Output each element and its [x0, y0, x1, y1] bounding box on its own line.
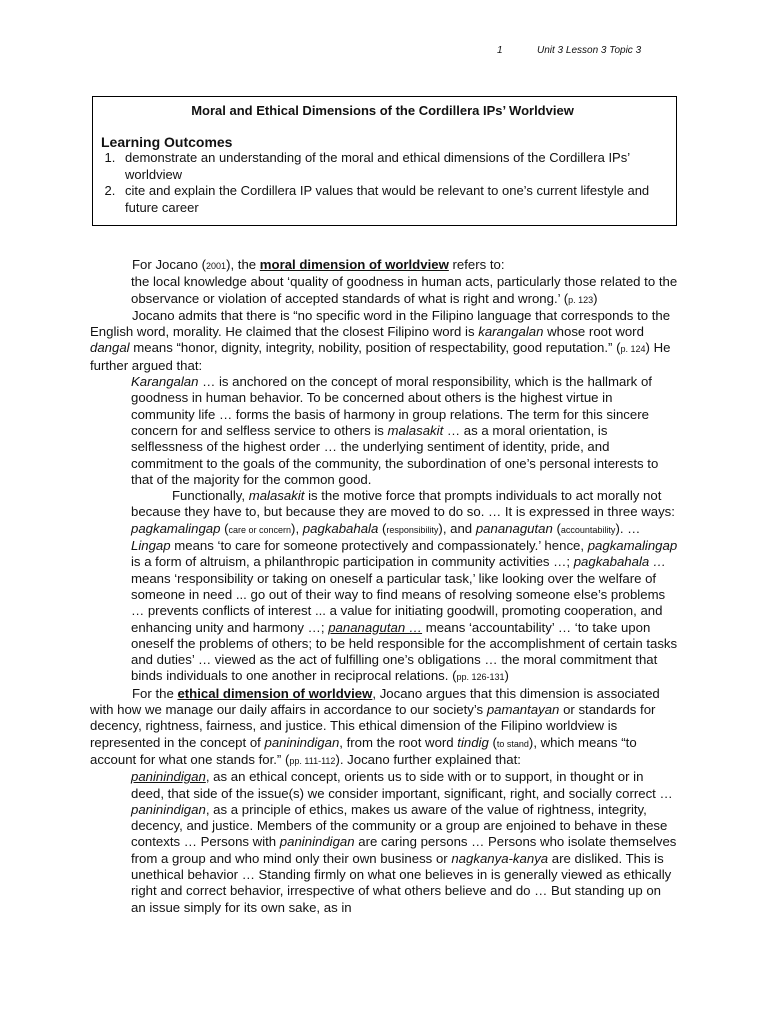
learning-outcomes-box: [92, 96, 677, 226]
paragraph-ethical-dimension: For the ethical dimension of worldview, Jocano argues that this dimension is associated with how we manage our daily affairs in accordance to our society’s pamantayan or standards for decency, rightness, fairness, and justice. This ethical dimension of the Filipino worldview is represented in the concept of paninindigan, from the root word tindig (to stand), which means “to account for what one stands for.” (pp. 111-112). Jocano further explained that:: [90, 685, 660, 767]
paragraph-moral-intro: For Jocano (2001), the moral dimension of worldview refers to:: [132, 257, 505, 272]
learning-outcomes-heading: Learning Outcomes: [101, 133, 233, 150]
quote-malasakit: Functionally, malasakit is the motive force that prompts individuals to act morally not because they have to, but because they are moved to do so. … It is expressed in three ways: pagkamalingap (care or concern), pagkabahala (responsibility), and pananagutan (accountability). … Lingap means ‘to care for someone protectively and compassionately.’ hence, pagkamalingap is a form of altruism, a philanthropic participation in community activities …; pagkabahala … means ‘responsibility or taking on oneself a particular task,’ like looking over the welfare of someone in need ... go out of their way to find means of resolving someone else’s problems … prevents conflicts of interest ... a value for initiating goodwill, promoting cooperation, and enhancing unity and harmony …; pananagutan … means ‘accountability’ … ‘to take upon oneself the problems of others; to be held responsible for the accomplishment of certain tasks and duties’ … viewed as the act of fulfilling one’s obligations … the moral commitment that binds individuals to one another in reciprocal relations. (pp. 126-131): [131, 488, 678, 684]
quote-local-knowledge: the local knowledge about ‘quality of goodness in human acts, particularly those related to the observance or violation of accepted standards of what is right and wrong.’ (p. 123): [131, 274, 678, 306]
learning-outcome-1: 1. demonstrate an understanding of the moral and ethical dimensions of the Cordillera IPs’ worldview: [119, 150, 664, 183]
body-text: [90, 257, 678, 916]
page-number: 1: [497, 45, 503, 56]
learning-outcomes-list: [101, 150, 664, 216]
term-ethical-dimension: ethical dimension of worldview: [177, 685, 373, 701]
quote-karangalan: Karangalan … is anchored on the concept of moral responsibility, which is the hallmark of goodness in human behavior. To be concerned about others is the highest virtue in community life … forms the basis of harmony in group relations. The term for this sincere concern for and selfless service to others is malasakit … as a moral orientation, is selflessness of the highest order … the underlying sentiment of identity, pride, and commitment to the goals of the community, the subordination of one’s personal interests to that of the majority for the common good.: [131, 374, 659, 487]
quote-paninindigan: paninindigan, as an ethical concept, orients us to side with or to support, in thought or in deed, that side of the issue(s) we consider important, significant, right, and socially correct … paninindigan, as a principle of ethics, makes us aware of the value of rightness, integrity, decency, and justice. Members of the community or a group are enjoined to behave in these contexts … Persons with paninindigan are caring persons … Persons who isolate themselves from a group and who mind only their own business or nagkanya-kanya are disliked. This is unethical behavior … Standing firmly on what one believes in is generally viewed as ethically right and correct behavior, irrespective of what others believe and do … But standing up on an issue simply for its own sake, as in: [131, 769, 677, 915]
learning-outcome-2: 2. cite and explain the Cordillera IP values that would be relevant to one’s current lifestyle and future career: [119, 183, 664, 216]
paragraph-karangalan: Jocano admits that there is “no specific word in the Filipino language that corresponds to the English word, morality. He claimed that the closest Filipino word is karangalan whose root word dangal means “honor, dignity, integrity, nobility, position of respectability, good reputation.” (p. 124) He further argued that:: [90, 307, 671, 373]
document-title: Moral and Ethical Dimensions of the Cordillera IPs’ Worldview: [191, 103, 574, 118]
lesson-reference: Unit 3 Lesson 3 Topic 3: [537, 45, 642, 56]
term-moral-dimension: moral dimension of worldview: [259, 257, 449, 272]
